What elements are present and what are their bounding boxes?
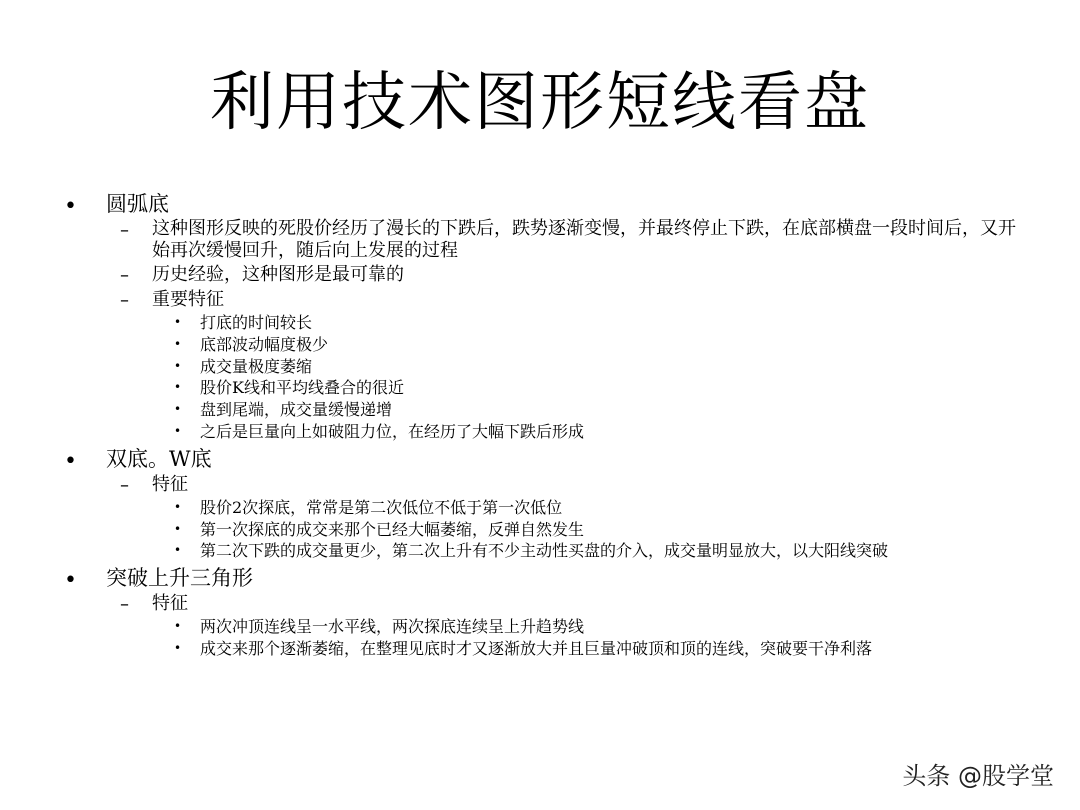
sub-item: 重要特征 — [152, 289, 224, 310]
bullet-level3: • — [174, 359, 182, 373]
sub-item: 历史经验，这种图形是最可靠的 — [152, 264, 404, 285]
bullet-level3: • — [174, 337, 182, 351]
bullet-level2: – — [120, 265, 129, 286]
bullet-level2: – — [120, 290, 129, 311]
detail-item: 成交来那个逐渐萎缩，在整理见底时才又逐渐放大并且巨量冲破顶和顶的连线，突破要干净利落 — [200, 639, 873, 658]
bullet-level2: – — [120, 475, 129, 496]
bullet-level3: • — [174, 522, 182, 536]
bullet-level3: • — [174, 315, 182, 329]
section-heading: 双底。W底 — [106, 447, 212, 471]
bullet-level2: – — [120, 594, 129, 615]
detail-item: 第二次下跌的成交量更少，第二次上升有不少主动性买盘的介入，成交量明显放大，以大阳线突破 — [200, 541, 889, 560]
bullet-level3: • — [174, 641, 182, 655]
bullet-level3: • — [174, 543, 182, 557]
bullet-level1: • — [64, 568, 77, 593]
detail-item: 股价K线和平均线叠合的很近 — [200, 378, 404, 397]
bullet-level3: • — [174, 424, 182, 438]
bullet-level1: • — [64, 194, 77, 219]
sub-item: 特征 — [152, 474, 188, 495]
bullet-level3: • — [174, 500, 182, 514]
detail-item: 打底的时间较长 — [200, 313, 313, 332]
detail-item: 第一次探底的成交来那个已经大幅萎缩，反弹自然发生 — [200, 520, 585, 539]
slide-title: 利用技术图形短线看盘 — [210, 66, 870, 140]
watermark: 头条 @股学堂 — [902, 762, 1054, 790]
sub-item: 这种图形反映的死股价经历了漫长的下跌后，跌势逐渐变慢，并最终停止下跌，在底部横盘一段时间后，又开始再次缓慢回升，随后向上发展的过程 — [152, 218, 1016, 261]
bullet-level3: • — [174, 402, 182, 416]
detail-item: 盘到尾端，成交量缓慢递增 — [200, 400, 393, 419]
detail-item: 成交量极度萎缩 — [200, 357, 313, 376]
detail-item: 两次冲顶连线呈一水平线，两次探底连续呈上升趋势线 — [200, 617, 585, 636]
detail-item: 股价2次探底，常常是第二次低位不低于第一次低位 — [200, 498, 563, 517]
detail-item: 底部波动幅度极少 — [200, 335, 329, 354]
bullet-level1: • — [64, 449, 77, 474]
detail-item: 之后是巨量向上如破阻力位，在经历了大幅下跌后形成 — [200, 422, 585, 441]
sub-item: 特征 — [152, 593, 188, 614]
section-heading: 圆弧底 — [106, 192, 169, 216]
bullet-level3: • — [174, 380, 182, 394]
bullet-level2: – — [120, 220, 129, 241]
bullet-level3: • — [174, 619, 182, 633]
section-heading: 突破上升三角形 — [106, 566, 253, 590]
